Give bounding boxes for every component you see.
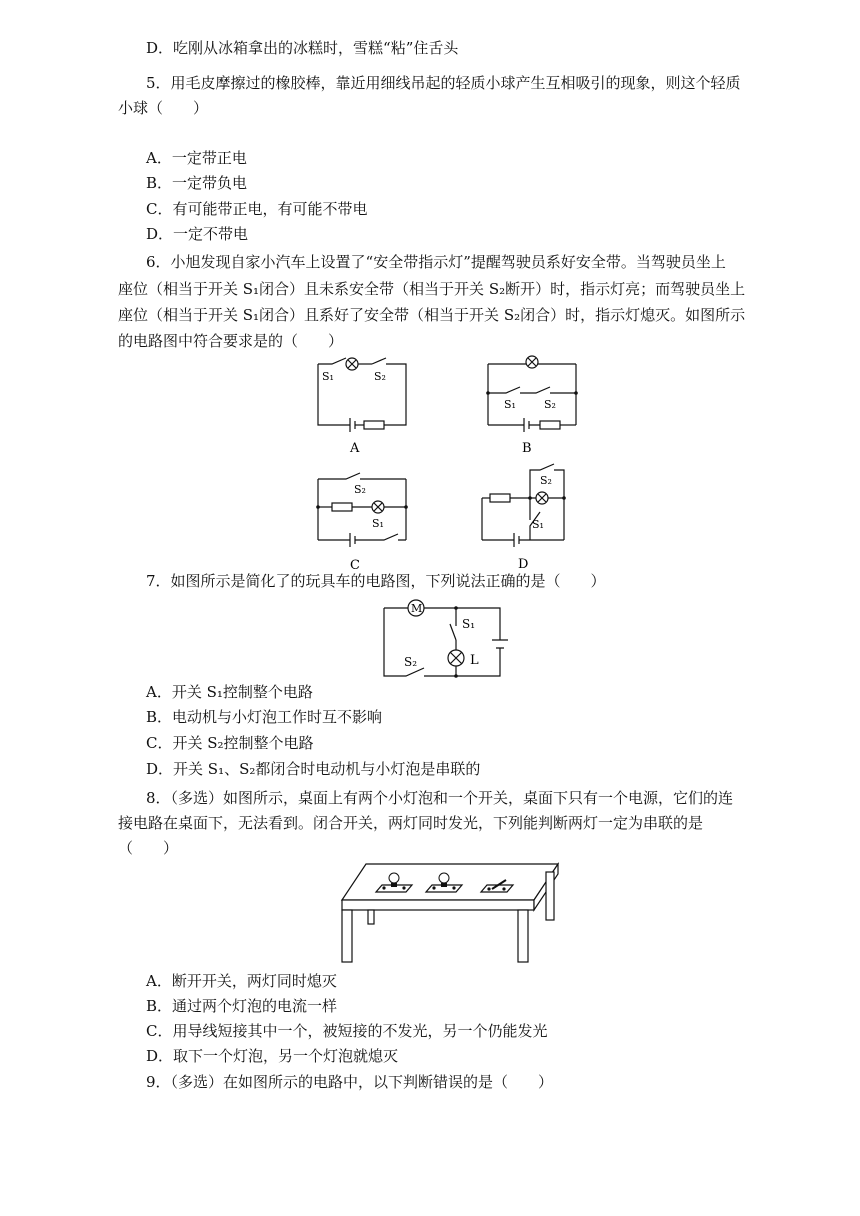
q6a-s2: S₂ — [374, 370, 386, 383]
q5-option-d: D．一定不带电 — [146, 225, 249, 243]
q8-option-c: C．用导线短接其中一个，被短接的不发光，另一个仍能发光 — [146, 1022, 548, 1040]
q5-option-c: C．有可能带正电，有可能不带电 — [146, 200, 368, 218]
q4-option-d: D．吃刚从冰箱拿出的冰糕时，雪糕“粘”住舌头 — [146, 39, 459, 57]
q6b-s2: S₂ — [544, 398, 556, 411]
q8-option-b: B．通过两个灯泡的电流一样 — [146, 997, 338, 1015]
q7-s1-label: S₁ — [462, 617, 476, 631]
q6-circuit-b — [480, 350, 590, 460]
q9-stem: 9．（多选）在如图所示的电路中，以下判断错误的是（ ） — [146, 1073, 554, 1091]
q8-stem-line3: （ ） — [118, 839, 179, 857]
q8-stem-line1: 8．（多选）如图所示，桌面上有两个小灯泡和一个开关，桌面下只有一个电源，它们的连 — [146, 789, 734, 807]
q6-stem-line4: 的电路图中符合要求是的（ ） — [118, 332, 344, 350]
q6-stem-line2: 座位（相当于开关 S₁闭合）且未系安全带（相当于开关 S₂断开）时，指示灯亮；而驾驶员坐上 — [118, 280, 746, 298]
q5-stem-line2: 小球（ ） — [118, 99, 209, 117]
q6a-s1: S₁ — [322, 370, 334, 383]
q5-option-b: B．一定带负电 — [146, 174, 248, 192]
q8-stem-line2: 接电路在桌面下，无法看到。闭合开关，两灯同时发光，下列能判断两灯一定为串联的是 — [118, 814, 704, 832]
q6-circuit-d — [470, 460, 580, 575]
q6c-s1: S₁ — [372, 517, 384, 530]
q7-option-a: A．开关 S₁控制整个电路 — [146, 683, 313, 701]
q6-circuit-c — [310, 465, 420, 575]
q5-stem-line1: 5．用毛皮摩擦过的橡胶棒，靠近用细线吊起的轻质小球产生互相吸引的现象，则这个轻质 — [146, 74, 741, 92]
q6b-label: B — [522, 441, 532, 456]
q8-option-d: D．取下一个灯泡，另一个灯泡就熄灭 — [146, 1047, 399, 1065]
q7-motor-label: M — [411, 602, 423, 615]
q7-lamp-label: L — [470, 653, 479, 668]
q7-circuit — [378, 596, 518, 684]
q6d-s1: S₁ — [532, 518, 544, 531]
q6b-s1: S₁ — [504, 398, 516, 411]
q8-table-illustration — [336, 858, 566, 968]
q7-option-b: B．电动机与小灯泡工作时互不影响 — [146, 708, 383, 726]
q6d-s2: S₂ — [540, 474, 552, 487]
q6-stem-line1: 6．小旭发现自家小汽车上设置了“安全带指示灯”提醒驾驶员系好安全带。当驾驶员坐上 — [146, 253, 726, 271]
q8-option-a: A．断开开关，两灯同时熄灭 — [146, 972, 337, 990]
q6-circuit-a — [310, 350, 420, 460]
q5-option-a: A．一定带正电 — [146, 149, 247, 167]
q6d-label: D — [518, 557, 529, 572]
q7-option-d: D．开关 S₁、S₂都闭合时电动机与小灯泡是串联的 — [146, 760, 481, 778]
q6c-label: C — [350, 558, 360, 573]
q7-s2-label: S₂ — [404, 655, 418, 669]
q7-stem: 7．如图所示是简化了的玩具车的电路图，下列说法正确的是（ ） — [146, 572, 606, 590]
q6a-label: A — [350, 441, 360, 456]
q6-stem-line3: 座位（相当于开关 S₁闭合）且系好了安全带（相当于开关 S₂闭合）时，指示灯熄灭。如图所示 — [118, 306, 746, 324]
q6c-s2: S₂ — [354, 483, 366, 496]
q7-option-c: C．开关 S₂控制整个电路 — [146, 734, 314, 752]
